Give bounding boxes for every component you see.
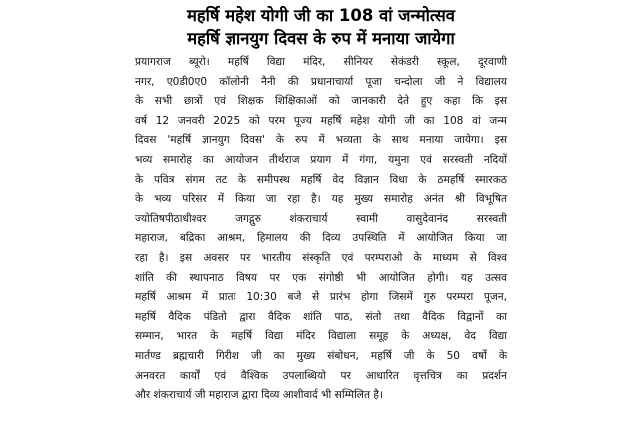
- headline: [133, 4, 509, 50]
- headline-line-1: महर्षि महेश योगी जी का 108 वां जन्मोत्सव: [187, 6, 455, 25]
- newspaper-clipping: [133, 4, 509, 424]
- article-line: नगर, ए0डी0ए0 कॉलोनी नैनी की प्रधानाचार्या पूजा चन्दोला जी ने विद्यालय: [135, 75, 507, 88]
- article-line: सम्मान, भारत के महर्षि विद्या मंदिर विद्याला समूह के अध्यक्ष, वेद विद्या: [135, 330, 507, 343]
- article-line: और शंकराचार्य जी महाराज द्वारा दिव्य आशीवार्द भी सम्मिलित है।: [135, 389, 384, 402]
- article-line: प्रयागराज ब्यूरो। महर्षि विद्या मंदिर, सीनियर सेकंडरी स्कूल, दूरवाणी: [135, 56, 507, 68]
- article-line: महर्षि वैदिक पंडितो द्वारा वैदिक शांति पाठ, संतो तथा वैदिक विद्वानों का: [135, 310, 507, 323]
- article-line: के सभी छात्रों एवं शिक्षक शिक्षिकाओं को जानकारी देते हुए कहा कि इस: [135, 95, 507, 108]
- article-line: ज्योतिषपीठाधीश्वर जगद्गुरु शंकराचार्य स्वामी वासुदेवानंद सरस्वती: [135, 212, 507, 225]
- article-line: के भव्य परिसर में किया जा रहा है। यह मुख्य समारोह अनंत श्री विभूषित: [135, 193, 507, 206]
- article-line: दिवस 'महर्षि ज्ञानयुग दिवस' के रुप में भव्यता के साथ मनाया जायेगा। इस: [135, 134, 507, 147]
- article-line: महर्षि आश्रम में प्रातः 10:30 बजे से प्रारंभ होगा जिसमें गुरु परम्परा पूजन,: [135, 291, 507, 304]
- article-line: रहा है। इस अवसर पर भारतीय संस्कृति एवं परम्पराओ के माध्यम से विश्व: [135, 251, 507, 264]
- article-body: [133, 53, 509, 406]
- article-line: भव्य समारोह का आयोजन तीर्थराज प्रयाग में गंगा, यमुना एवं सरस्वती नदियों: [135, 153, 507, 166]
- article-line: के पवित्र संगम तट के समीपस्थ महर्षि वेद विज्ञान विधा के ठमहर्षि स्मारकठ: [135, 173, 507, 186]
- article-line: अनवरत कार्यों एवं वैश्विक उपलाब्धियो पर आधारित वृत्तचित्र का प्रदर्शन: [135, 369, 507, 382]
- article-line: वर्ष 12 जनवरी 2025 को परम पूज्य महर्षि महेश योगी जी का 108 वां जन्म: [135, 114, 507, 127]
- article-line: शांति की स्थापनाठ विषय पर एक संगोष्ठी भी आयोजित होगी। यह उत्सव: [135, 271, 507, 284]
- article-line: मार्तण्ड ब्रह्मचारी गिरीश जी का मुख्य संबोधन, महर्षि जी के 50 वर्षो के: [135, 349, 507, 362]
- headline-line-2: महर्षि ज्ञानयुग दिवस के रुप में मनाया जायेगा: [187, 29, 455, 48]
- article-line: महाराज, बद्रिका आश्रम, हिमालय की दिव्य उपस्थिति में आयोजित किया जा: [135, 232, 507, 245]
